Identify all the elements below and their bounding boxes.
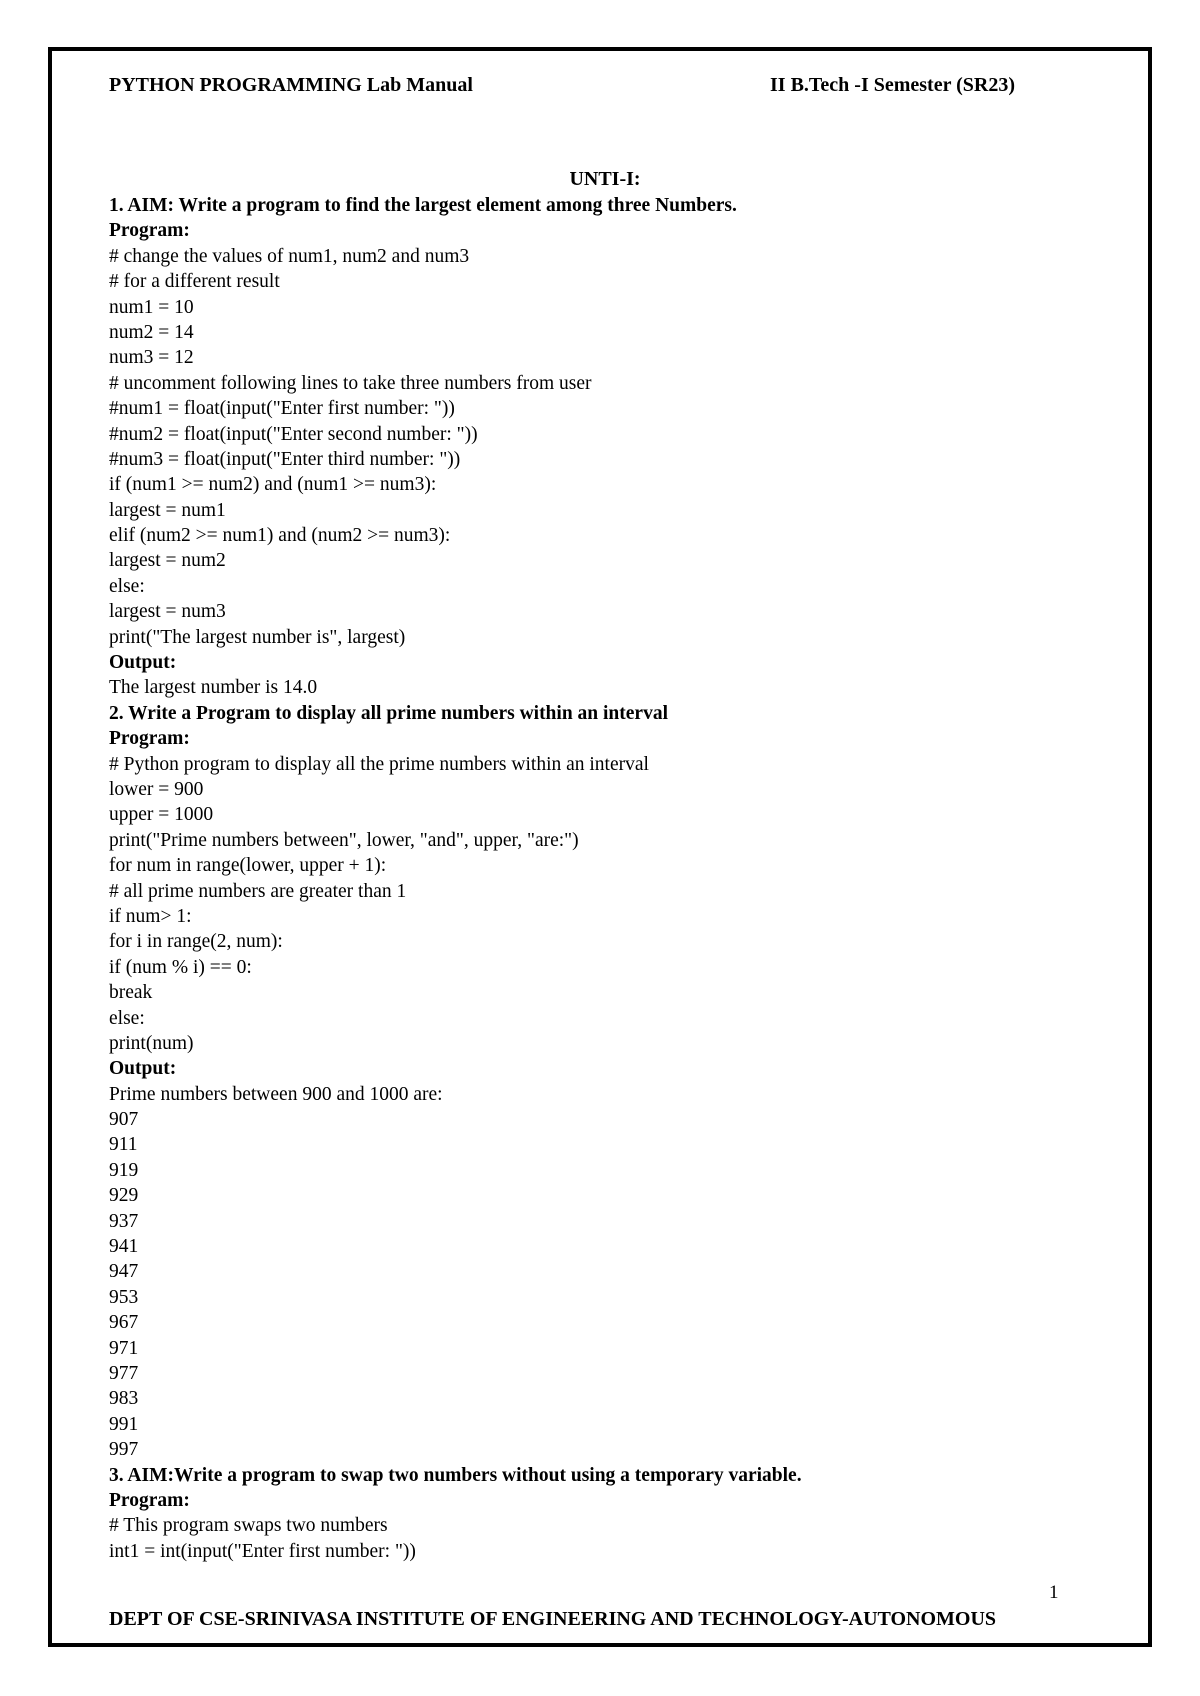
code-line: upper = 1000 (109, 804, 214, 826)
code-line: # all prime numbers are greater than 1 (109, 880, 407, 902)
code-line: 911 (109, 1134, 138, 1156)
code-line: The largest number is 14.0 (109, 677, 318, 699)
code-line: for i in range(2, num): (109, 931, 283, 953)
code-line: Prime numbers between 900 and 1000 are: (109, 1083, 443, 1105)
code-line: int1 = int(input("Enter first number: ")) (109, 1540, 416, 1562)
code-line: 937 (109, 1210, 139, 1232)
code-line: # Python program to display all the prime numbers within an interval (109, 753, 649, 775)
code-line: num3 = 12 (109, 347, 194, 369)
code-line: 991 (109, 1413, 139, 1435)
code-line: if (num1 >= num2) and (num1 >= num3): (109, 474, 437, 496)
code-line: 983 (109, 1388, 139, 1410)
code-line: 929 (109, 1185, 139, 1207)
code-line: 919 (109, 1159, 139, 1181)
code-line: 941 (109, 1236, 139, 1258)
code-line: else: (109, 1007, 145, 1029)
code-line: if (num % i) == 0: (109, 956, 252, 978)
code-line: # change the values of num1, num2 and num3 (109, 245, 470, 267)
heading-line: 1. AIM: Write a program to find the largest element among three Numbers. (109, 195, 737, 216)
code-line: 967 (109, 1312, 139, 1334)
code-line: print("Prime numbers between", lower, "and", upper, "are:") (109, 829, 579, 851)
code-line: for num in range(lower, upper + 1): (109, 855, 387, 877)
header-right: II B.Tech -I Semester (SR23) (770, 74, 1015, 96)
code-line: lower = 900 (109, 778, 204, 800)
heading-line: Program: (109, 220, 190, 242)
heading-line: Output: (109, 652, 177, 674)
heading-line: 3. AIM:Write a program to swap two numbers without using a temporary variable. (109, 1464, 802, 1486)
code-line: if num> 1: (109, 905, 192, 927)
code-line: 907 (109, 1109, 139, 1131)
code-line: break (109, 982, 153, 1004)
code-line: 953 (109, 1286, 139, 1308)
code-line: 947 (109, 1261, 139, 1283)
unit-title: UNTI-I: (569, 168, 641, 190)
code-line: #num2 = float(input("Enter second number: ")) (109, 423, 478, 445)
code-line: largest = num2 (109, 550, 226, 572)
code-line: num1 = 10 (109, 296, 194, 318)
code-line: # for a different result (109, 271, 280, 293)
code-line: largest = num3 (109, 601, 226, 623)
heading-line: 2. Write a Program to display all prime numbers within an interval (109, 702, 668, 724)
code-line: # This program swaps two numbers (109, 1515, 388, 1537)
code-line: 971 (109, 1337, 139, 1359)
document-body (109, 193, 1109, 1564)
heading-line: Program: (109, 1489, 190, 1511)
code-line: elif (num2 >= num1) and (num2 >= num3): (109, 525, 451, 547)
code-line: #num1 = float(input("Enter first number: ")) (109, 398, 455, 420)
code-line: print("The largest number is", largest) (109, 626, 406, 648)
code-line: #num3 = float(input("Enter third number: ")) (109, 448, 461, 470)
header-left: PYTHON PROGRAMMING Lab Manual (109, 74, 473, 96)
code-line: print(num) (109, 1032, 194, 1054)
code-line: num2 = 14 (109, 321, 194, 343)
footer: DEPT OF CSE-SRINIVASA INSTITUTE OF ENGINEERING AND TECHNOLOGY-AUTONOMOUS (109, 1608, 997, 1630)
code-line: 977 (109, 1362, 139, 1384)
code-line: 997 (109, 1439, 139, 1461)
page-number: 1 (1049, 1582, 1059, 1603)
code-line: # uncomment following lines to take three numbers from user (109, 372, 592, 394)
heading-line: Output: (109, 1058, 177, 1080)
heading-line: Program: (109, 728, 190, 750)
code-line: else: (109, 575, 145, 597)
code-line: largest = num1 (109, 499, 226, 521)
